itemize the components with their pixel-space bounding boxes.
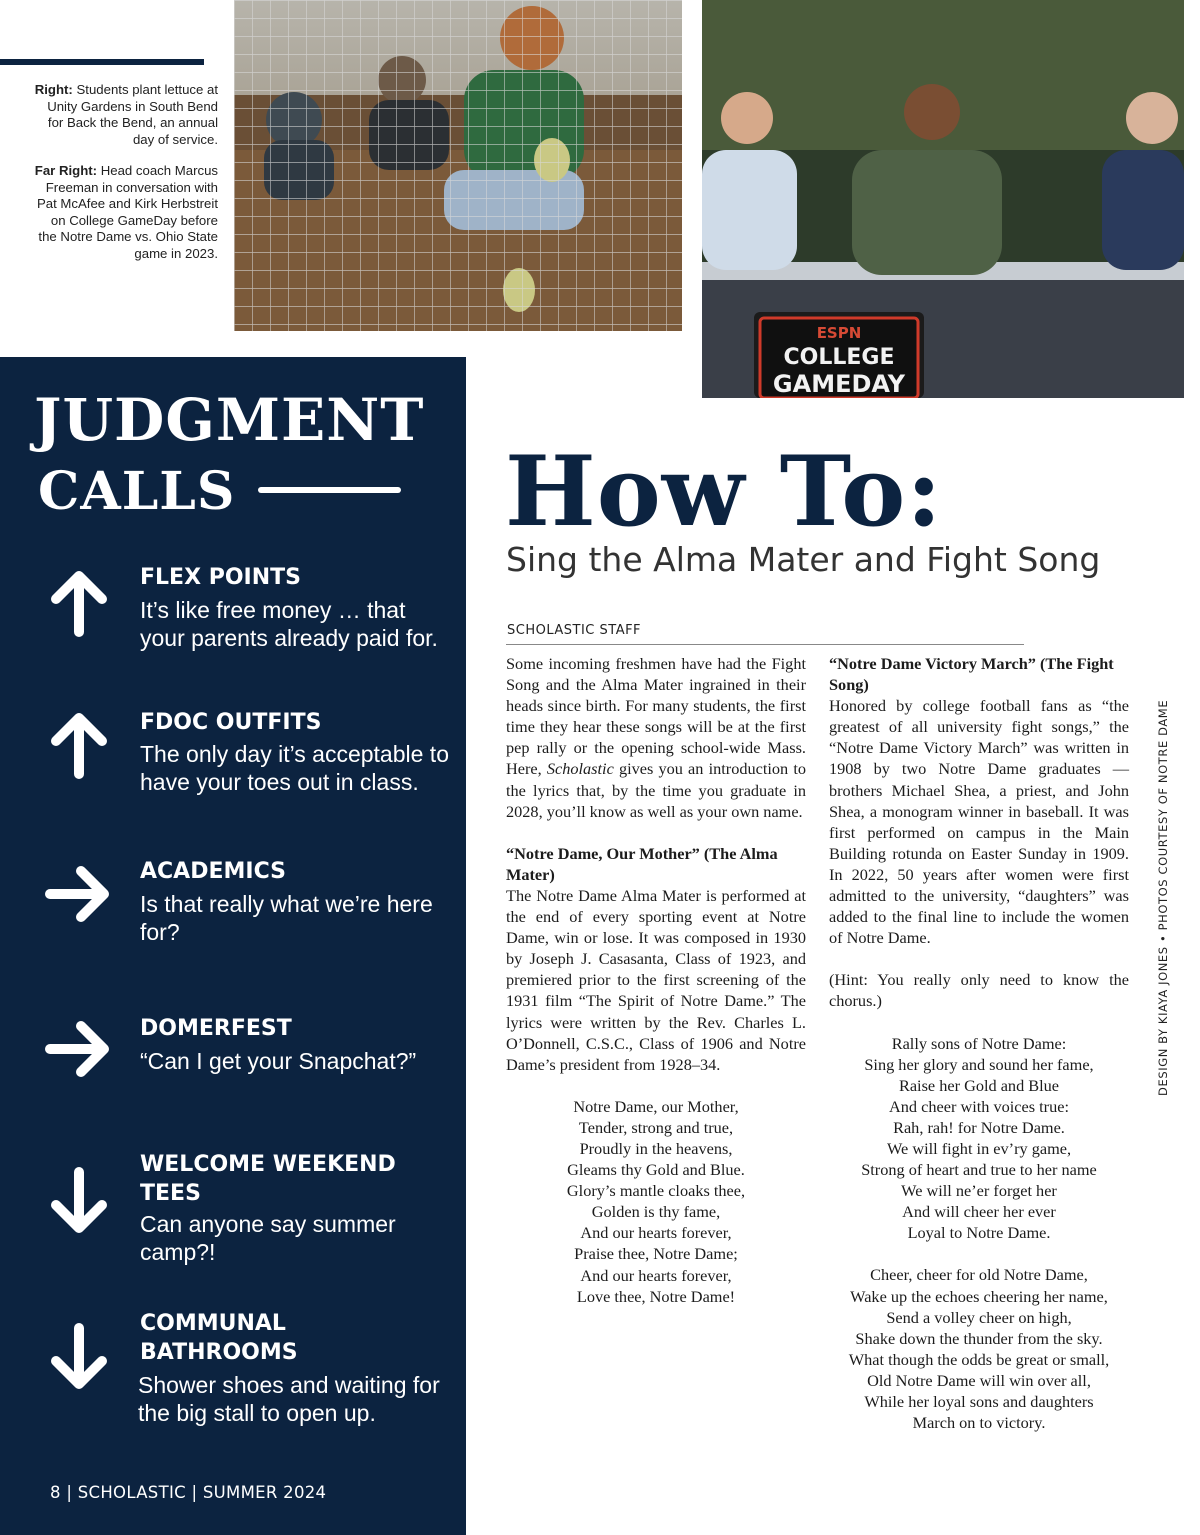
item-text: Is that really what we’re here for? [140, 891, 433, 945]
fight-song-text: Honored by college football fans as “the greatest of all university fight songs,” the “Notre Dame Victory March” was written in 1908 by two Notre Dame graduates — brothers Michael Shea, a priest, and John Shea, a monogram winner in baseball. It was first performed on campus in the Main Building rotunda on Easter Sunday in 1909. In 2022, 50 years after women were first admitted to the university, “daughters” was added to the final line to include the women of Notre Dame. [829, 696, 1129, 948]
judgment-item-flex-points [0, 560, 466, 700]
arrow-down-icon [44, 1166, 114, 1236]
lyric-line: Send a volley cheer on high, [886, 1307, 1072, 1327]
item-heading: WELCOME WEEKEND TEES [140, 1152, 396, 1206]
article-column-1 [506, 653, 806, 1307]
lyric-line: What though the odds be great or small, [848, 1349, 1110, 1369]
lyric-line: While her loyal sons and daughters [864, 1392, 1094, 1411]
fight-song-verse-1 [829, 1033, 1129, 1244]
item-heading: FLEX POINTS [140, 565, 301, 590]
lyric-line: Glory’s mantle cloaks thee, [566, 1181, 746, 1201]
lyric-line: Wake up the echoes cheering her name, [850, 1286, 1108, 1306]
judgment-item-fdoc-outfits [0, 705, 466, 845]
item-heading: FDOC OUTFITS [140, 710, 322, 735]
photo-credit: DESIGN BY KIAYA JONES • PHOTOS COURTESY OF NOTRE DAME [1156, 699, 1170, 1096]
judgment-item-academics [0, 854, 466, 994]
arrow-down-icon [44, 1322, 114, 1392]
fight-song-heading: “Notre Dame Victory March” (The Fight Song) [829, 654, 1114, 695]
lyric-line: Rah, rah! for Notre Dame. [893, 1117, 1065, 1137]
judgment-item-communal-bathrooms [0, 1308, 466, 1448]
alma-mater-text: The Notre Dame Alma Mater is performed at the end of every sporting event at Notre Dame, win or lose. It was composed in 1930 by Joseph J. Casasanta, Class of 1923, and premiered prior to the first screening of the 1931 film “The Spirit of Notre Dame.” The lyrics were written by the Rev. Charles L. O’Donnell, C.S.C., Class of 1906 and Notre Dame’s president from 1928–34. [506, 885, 806, 1074]
lyric-line: Strong of heart and true to her name [861, 1160, 1097, 1180]
arrow-right-icon [44, 858, 114, 928]
garden-photo [234, 0, 682, 331]
lyric-line: Old Notre Dame will win over all, [867, 1370, 1091, 1390]
article-column-2 [829, 653, 1129, 1433]
top-accent-rule [0, 59, 204, 65]
lyric-line: Gleams thy Gold and Blue. [567, 1160, 745, 1180]
arrow-right-icon [44, 1013, 114, 1083]
lyric-line: Sing her glory and sound her fame, [864, 1054, 1094, 1074]
item-text: It’s like free money … that your parents already paid for. [140, 597, 438, 651]
item-text: The only day it’s acceptable to have your toes out in class. [140, 741, 449, 795]
lyric-line: We will fight in ev’ry game, [886, 1138, 1072, 1158]
photo-captions [30, 82, 218, 277]
lyric-line: Raise her Gold and Blue [898, 1075, 1060, 1095]
intro-paragraph: Some incoming freshmen have had the Fight Song and the Alma Mater ingrained in their heads since birth. For many students, the first time they hear these songs will be at the first pep rally or the opening school-wide Mass. Here, Scholastic gives you an introduction to the lyrics that, by the time you graduate in 2028, you’ll know as well as your own name. [506, 654, 806, 821]
gameday-logo-text: GAMEDAY [772, 370, 906, 398]
lyric-line: Shake down the thunder from the sky. [855, 1328, 1103, 1348]
arrow-up-icon [44, 568, 114, 638]
fight-song-verse-2 [829, 1264, 1129, 1433]
item-heading: ACADEMICS [140, 859, 286, 884]
lyric-line: Rally sons of Notre Dame: [891, 1033, 1067, 1053]
lyric-line: Love thee, Notre Dame! [576, 1286, 736, 1306]
judgment-calls-title: JUDGMENT [34, 386, 425, 454]
lyric-line: Tender, strong and true, [578, 1117, 734, 1137]
item-text: Can anyone say summer camp?! [140, 1211, 396, 1265]
lyric-line: And will cheer her ever [902, 1202, 1056, 1222]
gameday-photo [702, 0, 1184, 398]
lyric-line: And our hearts forever, [580, 1265, 732, 1285]
lyric-line: Golden is thy fame, [591, 1202, 721, 1222]
judgment-calls-title-line2: CALLS [38, 461, 236, 522]
lyric-line: We will ne’er forget her [901, 1181, 1057, 1201]
arrow-up-icon [44, 710, 114, 780]
judgment-item-welcome-weekend-tees [0, 1148, 466, 1288]
lyric-line: Cheer, cheer for old Notre Dame, [870, 1265, 1088, 1285]
espn-logo-text: ESPN [816, 324, 862, 342]
item-text: Shower shoes and waiting for the big stall to open up. [138, 1372, 440, 1426]
lyric-line: March on to victory. [912, 1413, 1046, 1433]
lyric-line: Proudly in the heavens, [579, 1138, 733, 1158]
alma-mater-heading: “Notre Dame, Our Mother” (The Alma Mater) [506, 843, 778, 884]
college-logo-text: COLLEGE [783, 345, 895, 370]
lyric-line: And cheer with voices true: [889, 1096, 1069, 1116]
lyric-line: Praise thee, Notre Dame; [574, 1244, 738, 1264]
byline-rule [506, 644, 1024, 645]
caption-right: Right: Students plant lettuce at Unity Gardens in South Bend for Back the Bend, an annual day of service. [34, 82, 218, 147]
lyric-line: And our hearts forever, [580, 1223, 732, 1243]
item-heading: DOMERFEST [140, 1016, 292, 1041]
page-footer: 8 | SCHOLASTIC | SUMMER 2024 [50, 1483, 327, 1502]
byline: SCHOLASTIC STAFF [507, 623, 642, 638]
item-text: “Can I get your Snapchat?” [140, 1048, 417, 1074]
judgment-item-domerfest [0, 1012, 466, 1152]
hint-text: (Hint: You really only need to know the chorus.) [829, 970, 1129, 1011]
article-subtitle: Sing the Alma Mater and Fight Song [506, 540, 1101, 579]
article-title: How To: [505, 435, 943, 548]
item-heading: COMMUNAL BATHROOMS [140, 1311, 298, 1365]
title-rule [258, 487, 401, 493]
lyric-line: Notre Dame, our Mother, [573, 1096, 739, 1116]
caption-far-right: Far Right: Head coach Marcus Freeman in conversation with Pat McAfee and Kirk Herbstreit on College GameDay before the Notre Dame vs. Ohio State game in 2023. [34, 163, 218, 261]
alma-mater-lyrics [506, 1096, 806, 1307]
lyric-line: Loyal to Notre Dame. [907, 1223, 1051, 1243]
